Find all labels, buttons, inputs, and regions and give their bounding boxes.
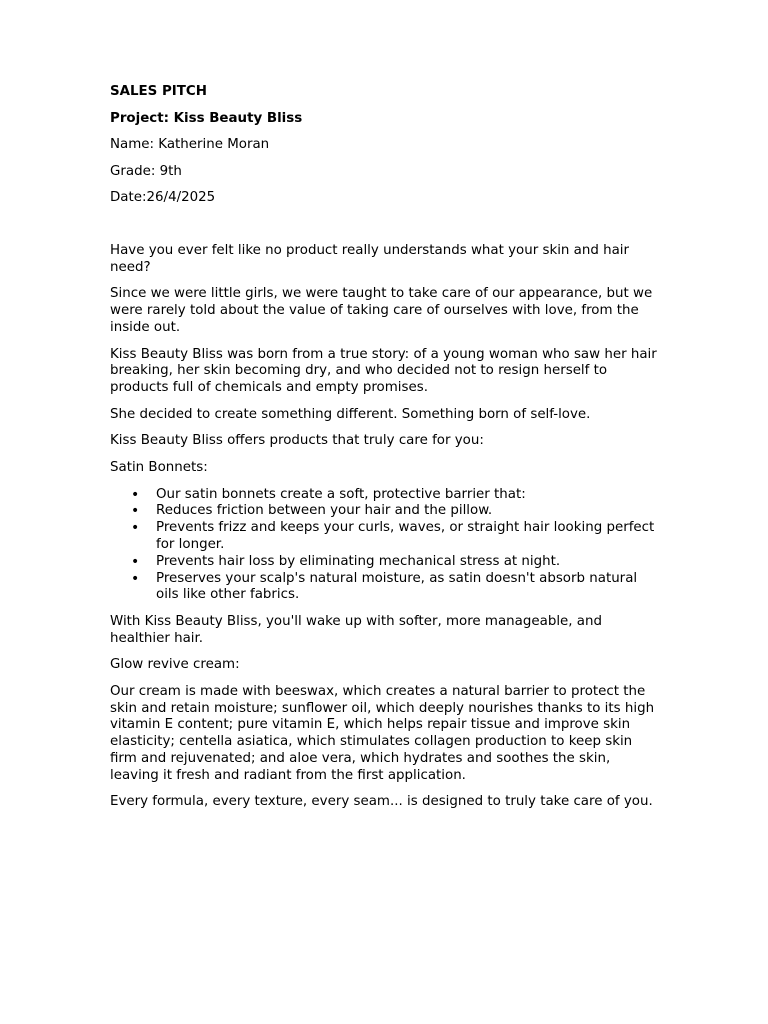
paragraph-intro-question: Have you ever felt like no product really understands what your skin and hair need?: [110, 242, 630, 275]
document-page: [110, 84, 662, 821]
glow-cream-heading: Glow revive cream:: [110, 657, 240, 673]
satin-bonnets-heading: Satin Bonnets:: [110, 459, 208, 475]
date-line: Date:26/4/2025: [110, 190, 216, 206]
list-item: • Prevents hair loss by eliminating mechanical stress at night.: [156, 554, 662, 571]
grade-line: Grade: 9th: [110, 163, 182, 179]
paragraph-wake-up: With Kiss Beauty Bliss, you'll wake up with softer, more manageable, and healthier hair.: [110, 613, 602, 646]
document-title: SALES PITCH: [110, 84, 207, 99]
list-item: • Reduces friction between your hair and the pillow.: [156, 503, 662, 520]
list-item: • Prevents frizz and keeps your curls, waves, or straight hair looking perfect for longer.: [156, 520, 662, 554]
paragraph-cream-ingredients: Our cream is made with beeswax, which creates a natural barrier to protect the skin and retain moisture; sunflower oil, which deeply nourishes thanks to its high vitamin E content; pure vitamin E, which helps repair tissue and improve skin elasticity; centella asiatica, which stimulates collagen production to keep skin firm and rejuvenated; and aloe vera, which hydrates and soothes the skin, leaving it fresh and radiant from the first application.: [110, 683, 655, 783]
paragraph-origin-story: Kiss Beauty Bliss was born from a true story: of a young woman who saw her hair breaking, her skin becoming dry, and who decided not to resign herself to products full of chemicals and empty promises.: [110, 346, 657, 396]
name-line: Name: Katherine Moran: [110, 137, 270, 153]
list-item: • Our satin bonnets create a soft, protective barrier that:: [156, 487, 662, 504]
spacer: [110, 217, 662, 243]
project-line: Project: Kiss Beauty Bliss: [110, 110, 303, 126]
paragraph-closing: Every formula, every texture, every seam... is designed to truly take care of you.: [110, 794, 653, 810]
list-item: • Preserves your scalp's natural moisture, as satin doesn't absorb natural oils like other fabrics.: [156, 571, 662, 605]
paragraph-upbringing: Since we were little girls, we were taught to take care of our appearance, but we were rarely told about the value of taking care of ourselves with love, from the inside out.: [110, 286, 653, 335]
paragraph-offer: Kiss Beauty Bliss offers products that truly care for you:: [110, 433, 484, 449]
paragraph-self-love: She decided to create something different. Something born of self-love.: [110, 406, 591, 422]
satin-bonnet-benefits-list: [110, 487, 662, 605]
